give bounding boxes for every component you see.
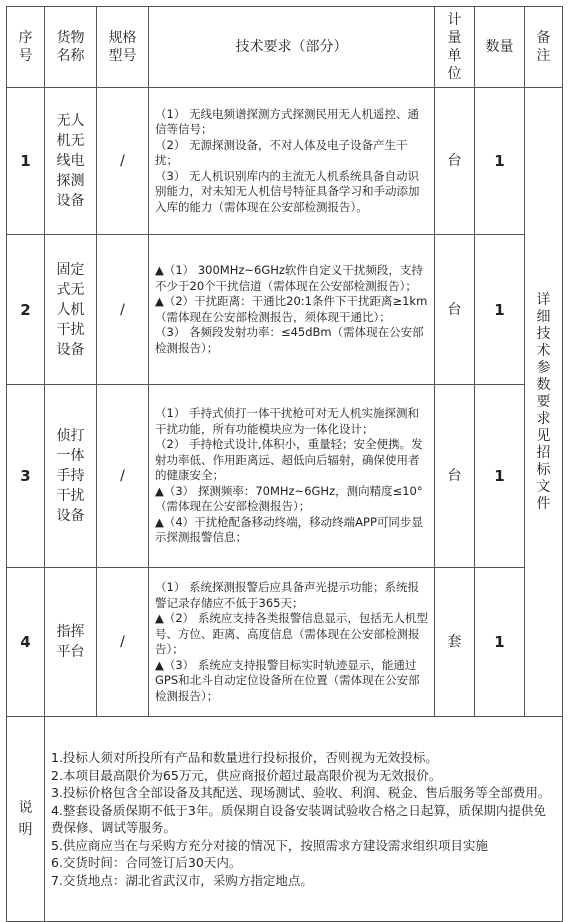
- procurement-table: [6, 6, 563, 922]
- header-row: [7, 7, 563, 88]
- requirement-item: ▲（2） 系统应支持各类报警信息显示，包括无人机型号、方位、距离、高度信息（需体现在公安部检测报告）；: [155, 611, 428, 656]
- row-unit: 台: [435, 235, 475, 385]
- table-row: [7, 568, 563, 717]
- requirement-item: ▲（1） 300MHz~6GHz软件自定义干扰频段，支持不少于20个干扰信道（需体现在公安部检测报告）；: [155, 263, 423, 293]
- row-requirements: [149, 235, 435, 385]
- row-qty: 1: [475, 568, 525, 717]
- row-qty: 1: [475, 88, 525, 235]
- row-seq: 3: [7, 385, 45, 568]
- requirement-item: （3） 无人机识别库内的主流无人机系统具备自动识别能力，对未知无人机信号特征具备学习和手动添加入库的能力（需体现在公安部检测报告）。: [155, 168, 420, 214]
- row-unit: 套: [435, 568, 475, 717]
- requirement-item: （1） 手持式侦打一体干扰枪可对无人机实施探测和干扰功能，所有功能模块应为一体化设计；: [155, 406, 419, 436]
- row-spec: /: [97, 235, 149, 385]
- header-qty: 数量: [475, 7, 525, 88]
- row-spec: /: [97, 385, 149, 568]
- note-item: 5.供应商应当在与采购方充分对接的情况下，按照需求方建设需求组织项目实施: [51, 837, 488, 853]
- row-seq: 2: [7, 235, 45, 385]
- header-name: 货物名称: [45, 7, 97, 88]
- notes-label: 说明: [7, 717, 45, 922]
- row-qty: 1: [475, 235, 525, 385]
- row-seq: 4: [7, 568, 45, 717]
- row-spec: /: [97, 568, 149, 717]
- row-unit: 台: [435, 385, 475, 568]
- table-row: [7, 385, 563, 568]
- notes-row: [7, 717, 563, 922]
- header-remark: 备注: [525, 7, 563, 88]
- note-item: 4.整套设备质保期不低于3年。质保期自设备安装调试验收合格之日起算，质保期内提供免费保修、调试等服务。: [51, 802, 546, 835]
- row-name: 指挥平台: [45, 568, 97, 717]
- requirement-item: ▲（2）干扰距离：干通比20:1条件下干扰距离≥1km（需体现在公安部检测报告，须体现干通比）；: [155, 294, 428, 324]
- requirement-item: （3） 各频段发射功率：≤45dBm（需体现在公安部检测报告）；: [155, 325, 424, 355]
- row-unit: 台: [435, 88, 475, 235]
- row-requirements: [149, 385, 435, 568]
- row-name: 固定式无人机干扰设备: [45, 235, 97, 385]
- header-tech: 技术要求（部分）: [149, 7, 435, 88]
- remark-text: 详细技术参数要求见招标文件: [536, 291, 551, 512]
- header-seq: 序号: [7, 7, 45, 88]
- requirement-item: （1） 无线电频谱探测方式探测民用无人机遥控、通信等信号；: [155, 106, 419, 137]
- row-requirements: [149, 568, 435, 717]
- requirement-item: （1） 系统探测报警后应具备声光提示功能；系统报警记录存储应不低于365天；: [155, 580, 419, 610]
- requirement-item: （2） 手持枪式设计,体积小，重量轻；安全便携。发射功率低、作用距离远、超低向后辐射，确保使用者的健康安全；: [155, 437, 423, 483]
- row-name: 无人机无线电探测设备: [45, 88, 97, 235]
- row-seq: 1: [7, 88, 45, 235]
- row-requirements: [149, 88, 435, 235]
- requirement-item: （2） 无源探测设备，不对人体及电子设备产生干扰；: [155, 137, 408, 168]
- row-name: 侦打一体手持干扰设备: [45, 385, 97, 568]
- row-qty: 1: [475, 385, 525, 568]
- procurement-table-container: [6, 6, 562, 922]
- requirement-item: ▲（3） 系统应支持报警目标实时轨迹显示，能通过GPS和北斗自动定位设备所在位置（需体现在公安部检测报告）；: [155, 657, 420, 703]
- note-item: 2.本项目最高限价为65万元，供应商报价超过最高限价视为无效报价。: [51, 767, 442, 783]
- header-spec: 规格型号: [97, 7, 149, 88]
- note-item: 7.交货地点：湖北省武汉市，采购方指定地点。: [51, 872, 313, 888]
- note-item: 1.投标人须对所投所有产品和数量进行投标报价，否则视为无效投标。: [51, 750, 438, 765]
- table-row: [7, 88, 563, 235]
- remark-cell: [525, 88, 563, 717]
- header-unit: 计量单位: [435, 7, 475, 88]
- requirement-item: ▲（4）干扰枪配备移动终端，移动终端APP可同步显示探测报警信息；: [155, 514, 423, 545]
- note-item: 3.投标价格包含全部设备及其配送、现场测试、验收、利润、税金、售后服务等全部费用。: [51, 785, 551, 800]
- notes-content: [45, 717, 563, 922]
- note-item: 6.交货时间：合同签订后30天内。: [51, 855, 242, 870]
- row-spec: /: [97, 88, 149, 235]
- table-row: [7, 235, 563, 385]
- requirement-item: ▲（3） 探测频率：70MHz~6GHz，测向精度≤10°（需体现在公安部检测报告）；: [155, 483, 423, 514]
